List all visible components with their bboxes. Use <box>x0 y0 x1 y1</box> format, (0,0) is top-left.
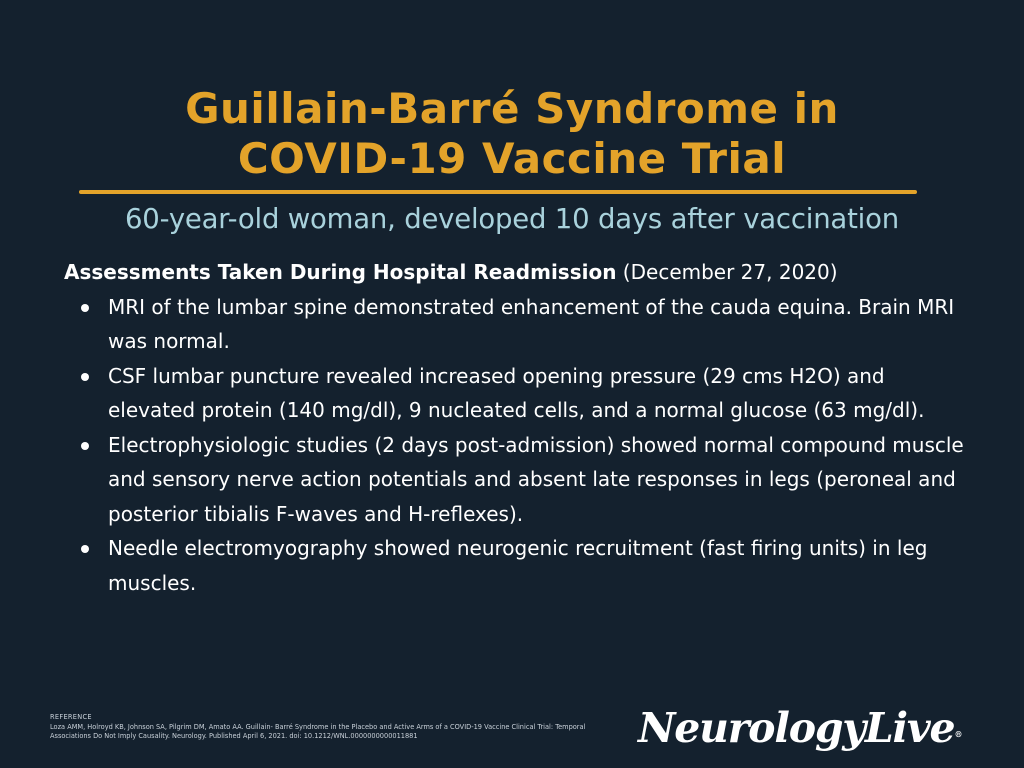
bullet-icon <box>81 442 89 450</box>
bullet-icon <box>81 545 89 553</box>
title-divider <box>79 190 917 194</box>
registered-mark: ® <box>954 729 963 739</box>
list-item-text: Needle electromyography showed neurogenic recruitment (fast firing units) in leg muscles. <box>108 536 928 595</box>
section-heading-title: Assessments Taken During Hospital Readmission <box>64 260 617 284</box>
list-item <box>64 428 964 532</box>
bullet-icon <box>81 373 89 381</box>
reference-label: REFERENCE <box>50 713 92 721</box>
slide-title <box>0 84 1024 184</box>
assessments-section <box>64 255 964 600</box>
section-heading-date: (December 27, 2020) <box>616 260 838 284</box>
list-item <box>64 290 964 359</box>
reference-text: Loza AMM, Holroyd KB, Johnson SA, Pilgrim DM, Amato AA. Guillain- Barré Syndrome in the Placebo and Active Arms of a COVID-19 Vaccine Clinical Trial: Temporal Associations Do Not Imply Causality. Neurology. Published April 6, 2021. doi: 10.1212/WNL.0000000000011881 <box>50 722 586 740</box>
assessment-list <box>64 290 964 601</box>
slide-subtitle: 60-year-old woman, developed 10 days after vaccination <box>125 203 899 235</box>
list-item <box>64 531 964 600</box>
list-item-text: MRI of the lumbar spine demonstrated enhancement of the cauda equina. Brain MRI was normal. <box>108 294 955 353</box>
reference-citation <box>50 713 610 742</box>
bullet-icon <box>81 304 89 312</box>
title-line-1: Guillain-Barré Syndrome in <box>185 84 839 133</box>
logo-text: NeurologyLive <box>638 704 955 752</box>
list-item-text: Electrophysiologic studies (2 days post-admission) showed normal compound muscle and sensory nerve action potentials and absent late responses in legs (peroneal and posterior tibialis F-waves and H-reflexes). <box>108 432 964 526</box>
section-heading <box>64 255 964 290</box>
list-item-text: CSF lumbar puncture revealed increased opening pressure (29 cms H2O) and elevated protein (140 mg/dl), 9 nucleated cells, and a normal glucose (63 mg/dl). <box>108 363 925 422</box>
neurologylive-logo <box>638 702 962 754</box>
title-line-2: COVID-19 Vaccine Trial <box>237 134 787 183</box>
list-item <box>64 359 964 428</box>
